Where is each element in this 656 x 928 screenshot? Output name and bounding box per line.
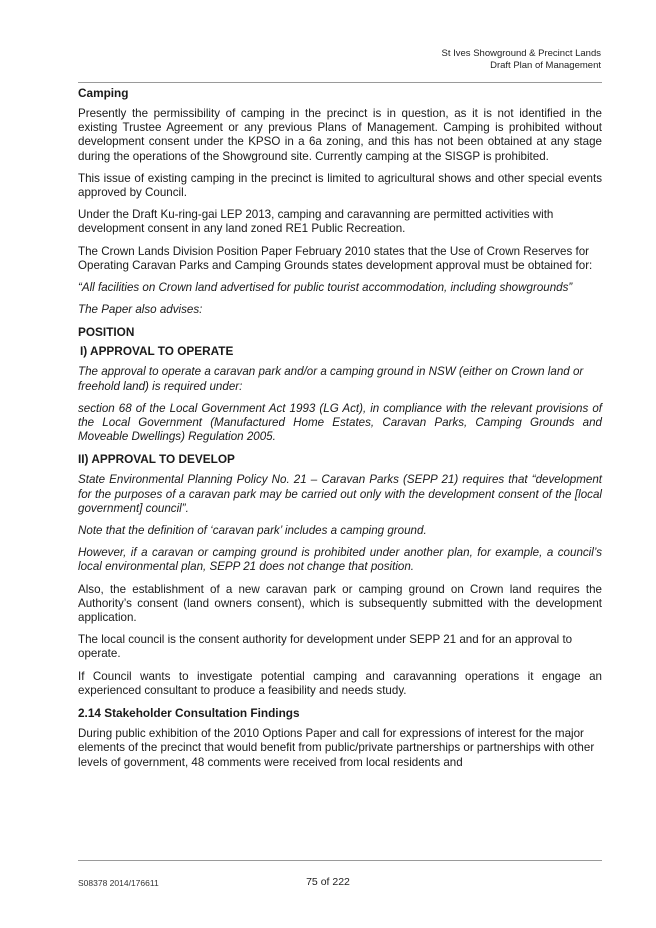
header-rule: [78, 82, 602, 83]
paragraph-permissibility: Presently the permissibility of camping in the precinct is in question, as it is not identified in the existing Trustee Agreement or any previous Plans of Management. Camping is prohibited without development consent under the KPSO in a 6a zoning, and this has not been obtained at any stage during the operations of the Showground site. Currently camping at the SISGP is prohibited.: [78, 107, 602, 163]
header-subtitle: Draft Plan of Management: [490, 60, 601, 71]
paragraph-consent-authority: The local council is the consent authority for development under SEPP 21 and for an approval to operate.: [78, 633, 573, 661]
page-number: 75 of 222: [306, 876, 350, 888]
paragraph-public-exhibition: During public exhibition of the 2010 Options Paper and call for expressions of interest for the major elements of the precinct that would benefit from public/private partnerships or partnerships with other levels of government, 48 comments were received from local residents and: [78, 727, 595, 769]
paragraph-draft-lep: Under the Draft Ku-ring-gai LEP 2013, camping and caravanning are permitted activities with development consent in any land zoned RE1 Public Recreation.: [78, 208, 554, 236]
paragraph-operate-required: The approval to operate a caravan park and/or a camping ground in NSW (either on Crown land or freehold land) is required under:: [78, 365, 584, 393]
document-reference: S08378 2014/176611: [78, 878, 159, 888]
header-title: St Ives Showground & Precinct Lands: [441, 48, 601, 59]
paragraph-position-paper: The Crown Lands Division Position Paper February 2010 states that the Use of Crown Reserves for Operating Caravan Parks and Camping Grounds states development approval must be obtained for:: [78, 244, 593, 272]
paragraph-crown-land-consent: Also, the establishment of a new caravan park or camping ground on Crown land requires the Authority’s consent (land owners consent), which is subsequently submitted with the development application.: [78, 582, 602, 625]
paragraph-feasibility-study: If Council wants to investigate potential camping and caravanning operations it engage an experienced consultant to produce a feasibility and needs study.: [78, 669, 602, 697]
heading-camping: Camping: [78, 86, 129, 100]
heading-position: POSITION: [78, 325, 135, 340]
heading-stakeholder-findings: 2.14 Stakeholder Consultation Findings: [78, 706, 300, 721]
paragraph-prohibited-plan: However, if a caravan or camping ground is prohibited under another plan, for example, a council’s local environmental plan, SEPP 21 does not change that position.: [78, 546, 602, 574]
heading-approval-to-develop: II) APPROVAL TO DEVELOP: [78, 452, 235, 467]
paragraph-existing-camping: This issue of existing camping in the precinct is limited to agricultural shows and other special events approved by Council.: [78, 171, 602, 200]
paragraph-paper-advises: The Paper also advises:: [78, 303, 203, 317]
paragraph-definition-note: Note that the definition of ‘caravan park’ includes a camping ground.: [78, 524, 427, 538]
footer-rule: [78, 860, 602, 861]
page-body: [78, 86, 602, 778]
heading-approval-to-operate: I) APPROVAL TO OPERATE: [80, 344, 234, 359]
paragraph-section-68: section 68 of the Local Government Act 1993 (LG Act), in compliance with the relevant provisions of the Local Government (Manufactured Home Estates, Caravan Parks, Camping Grounds and Moveable Dwellings) Regulation 2005.: [78, 401, 602, 444]
running-header: [442, 48, 601, 72]
quote-crown-land: “All facilities on Crown land advertised for public tourist accommodation, including showgrounds”: [78, 281, 573, 295]
paragraph-sepp21: State Environmental Planning Policy No. 21 – Caravan Parks (SEPP 21) requires that “development for the purposes of a caravan park may be carried out only with the development consent of the [local government] council”.: [78, 473, 602, 515]
